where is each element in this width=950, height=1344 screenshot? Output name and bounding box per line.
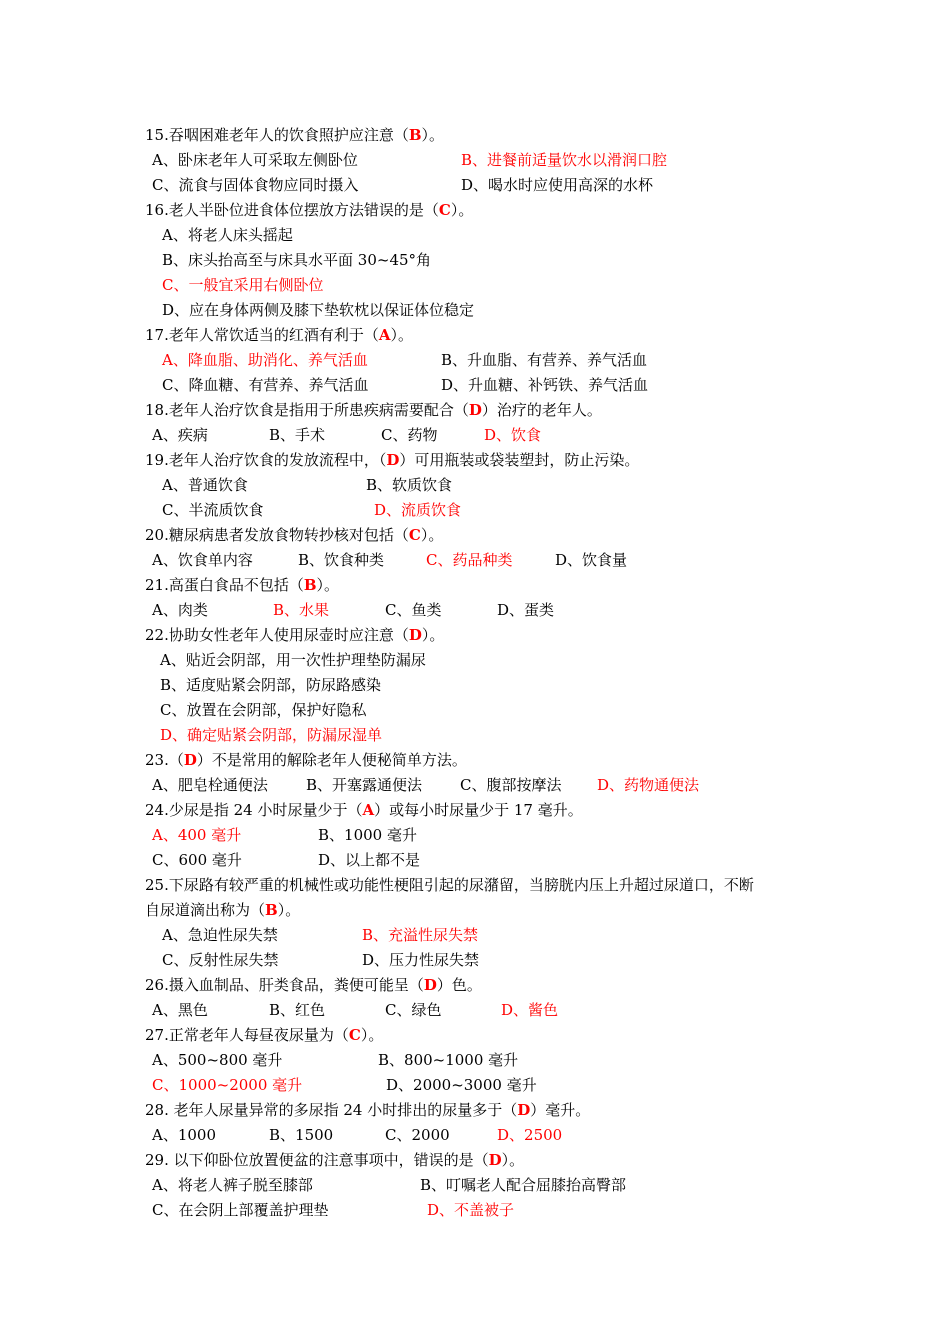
answer-28: D xyxy=(517,1101,531,1119)
answer-24: A xyxy=(362,801,375,819)
answer-23: D xyxy=(183,751,197,769)
answer-27: C xyxy=(348,1026,361,1044)
answer-15: B xyxy=(408,126,422,144)
answer-16: C xyxy=(438,201,451,219)
answer-20: C xyxy=(408,526,421,544)
answer-29: D xyxy=(488,1151,502,1169)
answer-17: A xyxy=(378,326,391,344)
answer-19: D xyxy=(386,451,400,469)
answer-21: B xyxy=(303,576,317,594)
answer-26: D xyxy=(423,976,437,994)
answer-18: D xyxy=(468,401,482,419)
answer-25: B xyxy=(265,901,278,919)
answer-22: D xyxy=(408,626,422,644)
